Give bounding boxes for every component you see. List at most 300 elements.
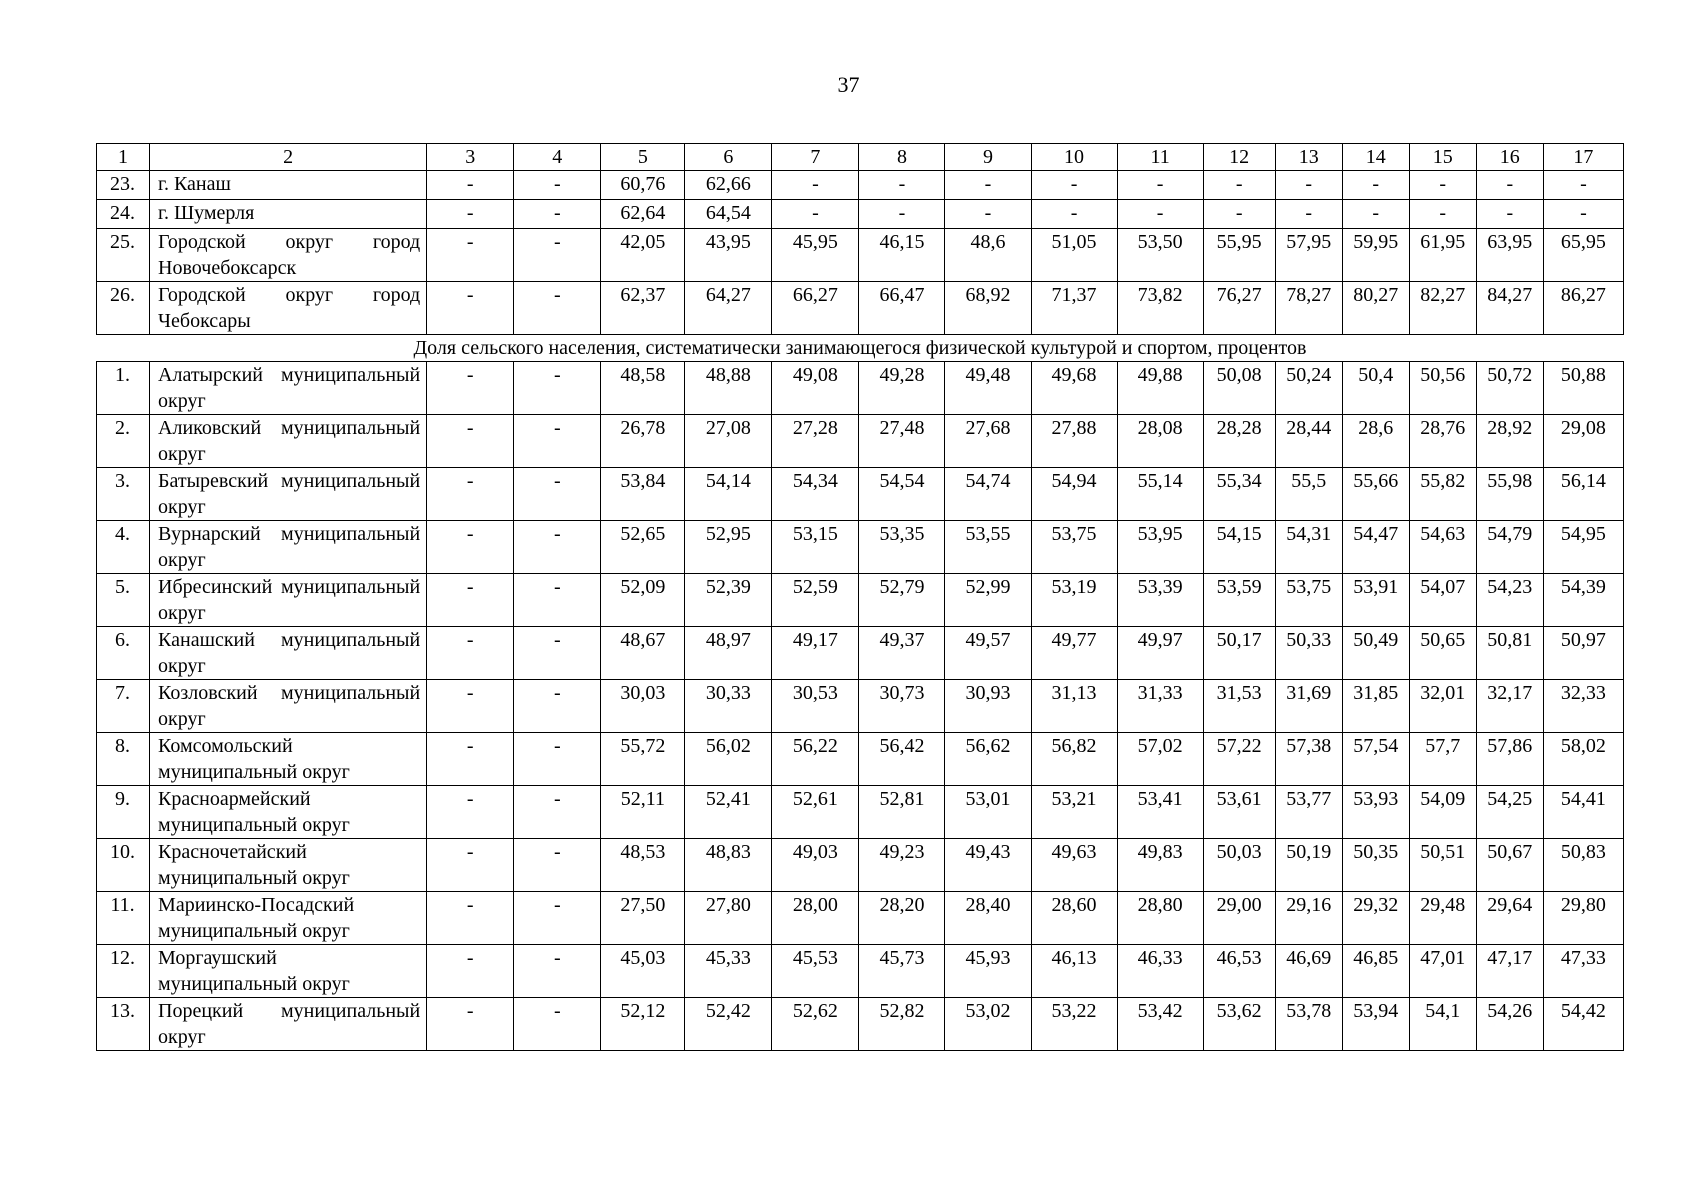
row-name: Порецкий муниципальный округ [150,998,427,1051]
value-cell: 27,08 [685,415,772,468]
value-cell: 49,57 [945,627,1031,680]
value-cell: 50,24 [1275,362,1342,415]
column-header: 1 [97,144,150,171]
value-cell: 31,33 [1117,680,1203,733]
value-cell: 27,28 [772,415,859,468]
value-cell: 52,12 [601,998,685,1051]
value-cell: 54,25 [1476,786,1543,839]
row-number: 4. [97,521,150,574]
value-cell: 53,39 [1117,574,1203,627]
value-cell: - [1275,171,1342,200]
value-cell: 49,28 [859,362,945,415]
row-number: 12. [97,945,150,998]
table-row [97,229,1624,282]
row-number: 2. [97,415,150,468]
value-cell: 27,50 [601,892,685,945]
value-cell: 45,95 [772,229,859,282]
row-number: 25. [97,229,150,282]
value-cell: 48,6 [945,229,1031,282]
value-cell: 66,47 [859,282,945,335]
value-cell: - [427,468,514,521]
value-cell: 50,03 [1203,839,1275,892]
value-cell: - [1342,200,1409,229]
value-cell: 57,95 [1275,229,1342,282]
value-cell: 53,78 [1275,998,1342,1051]
column-header: 4 [514,144,601,171]
value-cell: 27,80 [685,892,772,945]
value-cell: 57,02 [1117,733,1203,786]
value-cell: - [514,839,601,892]
value-cell: 52,95 [685,521,772,574]
value-cell: 29,08 [1543,415,1623,468]
value-cell: 28,40 [945,892,1031,945]
value-cell: 52,59 [772,574,859,627]
value-cell: 50,49 [1342,627,1409,680]
value-cell: 48,97 [685,627,772,680]
value-cell: 54,1 [1409,998,1476,1051]
value-cell: 30,93 [945,680,1031,733]
value-cell: 53,19 [1031,574,1117,627]
table-row [97,733,1624,786]
value-cell: 49,63 [1031,839,1117,892]
value-cell: 56,42 [859,733,945,786]
value-cell: 53,35 [859,521,945,574]
table-row [97,521,1624,574]
value-cell: 47,17 [1476,945,1543,998]
value-cell: 62,64 [601,200,685,229]
value-cell: 53,21 [1031,786,1117,839]
value-cell: - [859,171,945,200]
value-cell: - [1543,171,1623,200]
table-row [97,574,1624,627]
value-cell: - [427,839,514,892]
value-cell: 78,27 [1275,282,1342,335]
value-cell: 53,95 [1117,521,1203,574]
value-cell: - [427,680,514,733]
value-cell: 50,35 [1342,839,1409,892]
value-cell: 47,01 [1409,945,1476,998]
value-cell: 46,69 [1275,945,1342,998]
value-cell: 71,37 [1031,282,1117,335]
value-cell: 45,53 [772,945,859,998]
value-cell: 53,61 [1203,786,1275,839]
value-cell: - [1031,200,1117,229]
row-number: 24. [97,200,150,229]
value-cell: 56,62 [945,733,1031,786]
value-cell: 49,83 [1117,839,1203,892]
value-cell: 56,02 [685,733,772,786]
value-cell: 32,33 [1543,680,1623,733]
value-cell: - [427,200,514,229]
value-cell: 54,09 [1409,786,1476,839]
value-cell: 53,91 [1342,574,1409,627]
value-cell: 28,92 [1476,415,1543,468]
value-cell: 53,93 [1342,786,1409,839]
value-cell: 80,27 [1342,282,1409,335]
value-cell: 50,51 [1409,839,1476,892]
value-cell: 54,14 [685,468,772,521]
value-cell: 28,44 [1275,415,1342,468]
value-cell: - [514,282,601,335]
value-cell: - [514,786,601,839]
value-cell: - [1117,200,1203,229]
table-row [97,282,1624,335]
value-cell: 54,34 [772,468,859,521]
value-cell: - [427,521,514,574]
value-cell: 50,65 [1409,627,1476,680]
value-cell: - [514,200,601,229]
row-name: Алатырский муниципальный округ [150,362,427,415]
value-cell: 50,4 [1342,362,1409,415]
row-number: 13. [97,998,150,1051]
value-cell: - [427,945,514,998]
value-cell: 52,99 [945,574,1031,627]
value-cell: - [1203,200,1275,229]
value-cell: 52,81 [859,786,945,839]
value-cell: 59,95 [1342,229,1409,282]
value-cell: 50,17 [1203,627,1275,680]
value-cell: 48,53 [601,839,685,892]
value-cell: - [514,680,601,733]
table-row [97,892,1624,945]
value-cell: 49,68 [1031,362,1117,415]
value-cell: 54,54 [859,468,945,521]
value-cell: 50,56 [1409,362,1476,415]
column-header: 11 [1117,144,1203,171]
value-cell: 53,15 [772,521,859,574]
value-cell: 86,27 [1543,282,1623,335]
value-cell: 31,53 [1203,680,1275,733]
value-cell: 52,79 [859,574,945,627]
value-cell: - [514,362,601,415]
value-cell: 49,88 [1117,362,1203,415]
column-header: 2 [150,144,427,171]
value-cell: - [427,786,514,839]
column-header: 7 [772,144,859,171]
value-cell: 53,59 [1203,574,1275,627]
value-cell: 30,33 [685,680,772,733]
value-cell: 45,93 [945,945,1031,998]
value-cell: 53,94 [1342,998,1409,1051]
row-number: 7. [97,680,150,733]
value-cell: 52,09 [601,574,685,627]
value-cell: 55,82 [1409,468,1476,521]
value-cell: 57,86 [1476,733,1543,786]
value-cell: - [1409,200,1476,229]
value-cell: 65,95 [1543,229,1623,282]
value-cell: 27,68 [945,415,1031,468]
value-cell: - [427,733,514,786]
value-cell: - [514,171,601,200]
value-cell: 29,32 [1342,892,1409,945]
value-cell: 55,5 [1275,468,1342,521]
table-row [97,945,1624,998]
value-cell: 57,38 [1275,733,1342,786]
value-cell: 68,92 [945,282,1031,335]
row-number: 26. [97,282,150,335]
value-cell: - [1476,200,1543,229]
table-header-row [97,144,1624,171]
value-cell: 48,67 [601,627,685,680]
row-number: 23. [97,171,150,200]
value-cell: 28,28 [1203,415,1275,468]
value-cell: - [859,200,945,229]
table-row [97,998,1624,1051]
value-cell: 84,27 [1476,282,1543,335]
column-header: 8 [859,144,945,171]
column-header: 10 [1031,144,1117,171]
value-cell: 54,42 [1543,998,1623,1051]
value-cell: - [945,171,1031,200]
value-cell: 29,64 [1476,892,1543,945]
column-header: 9 [945,144,1031,171]
value-cell: 57,7 [1409,733,1476,786]
value-cell: 73,82 [1117,282,1203,335]
page-number: 37 [837,72,860,97]
value-cell: - [1543,200,1623,229]
value-cell: 54,15 [1203,521,1275,574]
value-cell: - [427,892,514,945]
row-name: Мариинско-Посадский муниципальный округ [150,892,427,945]
value-cell: 54,94 [1031,468,1117,521]
value-cell: 46,33 [1117,945,1203,998]
value-cell: 49,08 [772,362,859,415]
value-cell: 30,03 [601,680,685,733]
value-cell: 28,80 [1117,892,1203,945]
value-cell: 53,62 [1203,998,1275,1051]
value-cell: 55,72 [601,733,685,786]
value-cell: 53,42 [1117,998,1203,1051]
value-cell: 76,27 [1203,282,1275,335]
column-header: 15 [1409,144,1476,171]
row-name: Ибресинский муниципальный округ [150,574,427,627]
section-row [97,335,1624,362]
value-cell: 54,39 [1543,574,1623,627]
value-cell: 55,34 [1203,468,1275,521]
value-cell: 66,27 [772,282,859,335]
table-row [97,171,1624,200]
value-cell: 49,03 [772,839,859,892]
value-cell: 54,95 [1543,521,1623,574]
column-header: 17 [1543,144,1623,171]
row-name: Вурнарский муниципальный округ [150,521,427,574]
value-cell: 54,23 [1476,574,1543,627]
value-cell: 28,08 [1117,415,1203,468]
value-cell: 64,27 [685,282,772,335]
row-number: 9. [97,786,150,839]
value-cell: - [1342,171,1409,200]
value-cell: 49,23 [859,839,945,892]
value-cell: 54,74 [945,468,1031,521]
value-cell: - [427,415,514,468]
value-cell: 50,19 [1275,839,1342,892]
value-cell: 53,84 [601,468,685,521]
value-cell: 47,33 [1543,945,1623,998]
value-cell: - [514,574,601,627]
value-cell: - [427,574,514,627]
value-cell: 52,82 [859,998,945,1051]
value-cell: 55,95 [1203,229,1275,282]
value-cell: 57,22 [1203,733,1275,786]
value-cell: 49,77 [1031,627,1117,680]
row-name: Красночетайский муниципальный округ [150,839,427,892]
value-cell: 54,63 [1409,521,1476,574]
column-header: 6 [685,144,772,171]
value-cell: 28,76 [1409,415,1476,468]
value-cell: 28,6 [1342,415,1409,468]
value-cell: 53,75 [1275,574,1342,627]
table-row [97,362,1624,415]
value-cell: 53,02 [945,998,1031,1051]
value-cell: 27,48 [859,415,945,468]
value-cell: - [514,892,601,945]
column-header: 3 [427,144,514,171]
value-cell: 53,22 [1031,998,1117,1051]
value-cell: 29,16 [1275,892,1342,945]
row-name: Канашский муниципальный округ [150,627,427,680]
value-cell: 60,76 [601,171,685,200]
value-cell: - [772,171,859,200]
value-cell: 53,77 [1275,786,1342,839]
value-cell: 31,13 [1031,680,1117,733]
row-name: Красноармейский муниципальный округ [150,786,427,839]
value-cell: 32,01 [1409,680,1476,733]
value-cell: 30,53 [772,680,859,733]
row-name: Городской округ город Новочебоксарск [150,229,427,282]
table-row [97,786,1624,839]
data-table [96,143,1624,1051]
table-row [97,468,1624,521]
value-cell: 62,37 [601,282,685,335]
value-cell: 52,41 [685,786,772,839]
value-cell: - [1275,200,1342,229]
value-cell: - [772,200,859,229]
value-cell: 54,31 [1275,521,1342,574]
value-cell: 61,95 [1409,229,1476,282]
value-cell: 49,17 [772,627,859,680]
value-cell: 28,20 [859,892,945,945]
value-cell: - [427,362,514,415]
value-cell: - [427,282,514,335]
value-cell: 56,14 [1543,468,1623,521]
value-cell: 49,43 [945,839,1031,892]
value-cell: 50,72 [1476,362,1543,415]
value-cell: 54,26 [1476,998,1543,1051]
value-cell: 53,75 [1031,521,1117,574]
value-cell: 27,88 [1031,415,1117,468]
table-row [97,415,1624,468]
value-cell: 64,54 [685,200,772,229]
value-cell: 45,03 [601,945,685,998]
row-number: 6. [97,627,150,680]
value-cell: 42,05 [601,229,685,282]
row-name: г. Шумерля [150,200,427,229]
value-cell: 50,81 [1476,627,1543,680]
table-body [97,144,1624,1051]
value-cell: - [514,998,601,1051]
value-cell: 29,48 [1409,892,1476,945]
value-cell: 53,50 [1117,229,1203,282]
row-number: 1. [97,362,150,415]
value-cell: 54,79 [1476,521,1543,574]
value-cell: 52,61 [772,786,859,839]
row-name: Аликовский муниципальный округ [150,415,427,468]
value-cell: 28,60 [1031,892,1117,945]
value-cell: 29,00 [1203,892,1275,945]
value-cell: 54,41 [1543,786,1623,839]
value-cell: 54,47 [1342,521,1409,574]
value-cell: 49,48 [945,362,1031,415]
column-header: 16 [1476,144,1543,171]
value-cell: - [427,229,514,282]
row-name: Городской округ город Чебоксары [150,282,427,335]
value-cell: 52,42 [685,998,772,1051]
row-name: Козловский муниципальный округ [150,680,427,733]
value-cell: - [514,521,601,574]
value-cell: 53,55 [945,521,1031,574]
row-number: 10. [97,839,150,892]
value-cell: 43,95 [685,229,772,282]
value-cell: 52,62 [772,998,859,1051]
value-cell: - [514,229,601,282]
value-cell: - [1203,171,1275,200]
value-cell: 50,97 [1543,627,1623,680]
value-cell: 49,97 [1117,627,1203,680]
section-title: Доля сельского населения, систематически занимающегося физической культурой и спортом, процентов [97,335,1624,362]
value-cell: 62,66 [685,171,772,200]
value-cell: 55,98 [1476,468,1543,521]
column-header: 14 [1342,144,1409,171]
value-cell: 29,80 [1543,892,1623,945]
value-cell: 52,65 [601,521,685,574]
value-cell: 55,66 [1342,468,1409,521]
value-cell: 50,67 [1476,839,1543,892]
value-cell: - [1409,171,1476,200]
value-cell: - [514,733,601,786]
value-cell: 53,01 [945,786,1031,839]
value-cell: 55,14 [1117,468,1203,521]
table-row [97,627,1624,680]
value-cell: - [1117,171,1203,200]
value-cell: 31,85 [1342,680,1409,733]
value-cell: - [427,171,514,200]
value-cell: - [1476,171,1543,200]
column-header: 5 [601,144,685,171]
value-cell: 32,17 [1476,680,1543,733]
value-cell: 46,85 [1342,945,1409,998]
value-cell: 49,37 [859,627,945,680]
row-name: Моргаушский муниципальный округ [150,945,427,998]
column-header: 12 [1203,144,1275,171]
value-cell: - [514,415,601,468]
row-name: Батыревский муниципальный округ [150,468,427,521]
value-cell: 58,02 [1543,733,1623,786]
value-cell: 54,07 [1409,574,1476,627]
row-number: 3. [97,468,150,521]
column-header: 13 [1275,144,1342,171]
value-cell: 26,78 [601,415,685,468]
value-cell: - [427,998,514,1051]
row-number: 8. [97,733,150,786]
value-cell: 50,33 [1275,627,1342,680]
table-row [97,200,1624,229]
value-cell: 52,11 [601,786,685,839]
value-cell: 45,33 [685,945,772,998]
value-cell: - [514,627,601,680]
row-name: г. Канаш [150,171,427,200]
value-cell: 46,13 [1031,945,1117,998]
value-cell: - [427,627,514,680]
